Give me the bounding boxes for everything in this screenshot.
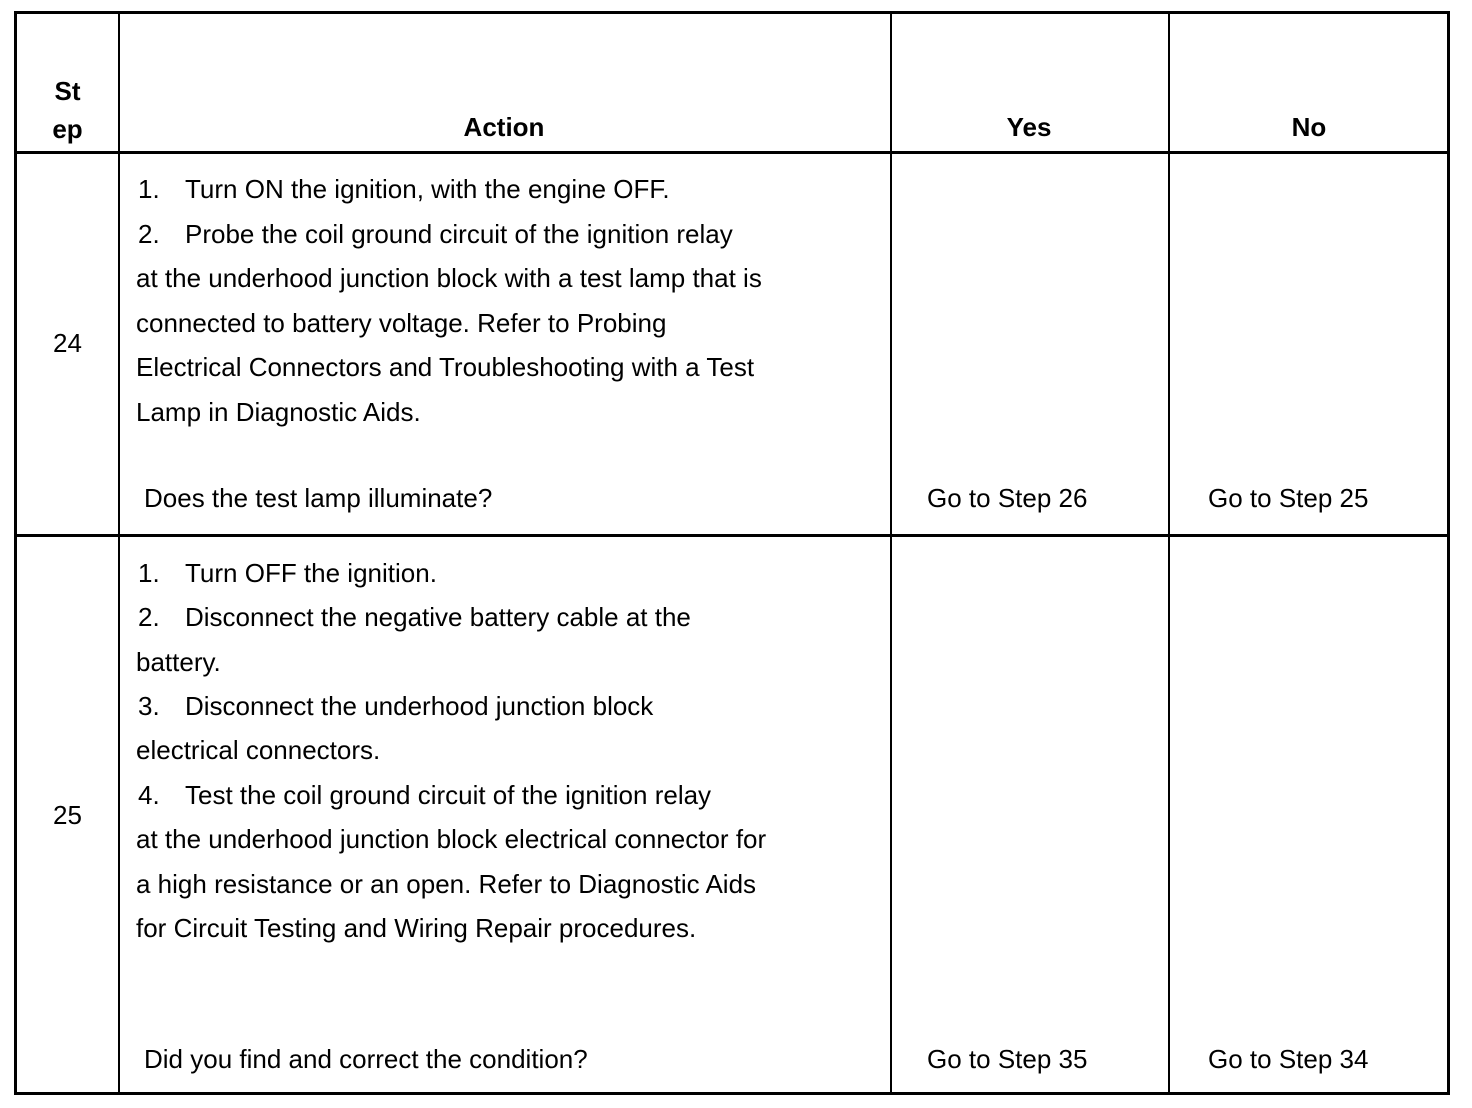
header-step-line1: St — [54, 76, 81, 106]
question-text: Did you find and correct the condition? — [144, 1044, 588, 1074]
action-line — [138, 558, 437, 588]
action-line: at the underhood junction block electrical connector for — [136, 824, 767, 854]
item-number: 3. — [138, 691, 160, 721]
column-divider — [1168, 14, 1170, 1092]
column-divider — [890, 14, 892, 1092]
action-line — [138, 780, 711, 810]
header-step — [17, 72, 118, 148]
step-number: 24 — [53, 328, 82, 358]
action-line: electrical connectors. — [136, 735, 381, 765]
header-yes: Yes — [1006, 112, 1052, 142]
item-number: 1. — [138, 558, 160, 588]
action-line — [138, 691, 653, 721]
header-step-line2: ep — [52, 114, 83, 144]
yes-go-to-step: Go to Step 26 — [927, 483, 1088, 513]
action-line — [138, 602, 691, 632]
header-divider — [17, 151, 1447, 154]
item-text: Disconnect the underhood junction block — [185, 691, 654, 721]
item-number: 1. — [138, 174, 160, 204]
action-line: for Circuit Testing and Wiring Repair procedures. — [136, 913, 697, 943]
no-go-to-step: Go to Step 25 — [1208, 483, 1369, 513]
item-number: 2. — [138, 219, 160, 249]
action-line — [138, 174, 670, 204]
item-text: Turn OFF the ignition. — [185, 558, 437, 588]
action-line: connected to battery voltage. Refer to Probing — [136, 308, 667, 338]
header-action: Action — [463, 112, 545, 142]
action-line: battery. — [136, 647, 221, 677]
action-line: a high resistance or an open. Refer to Diagnostic Aids — [136, 869, 757, 899]
row-divider — [17, 534, 1447, 537]
action-line: Electrical Connectors and Troubleshooting with a Test — [136, 352, 755, 382]
column-divider — [118, 14, 120, 1092]
action-line — [138, 219, 733, 249]
item-text: Disconnect the negative battery cable at the — [185, 602, 691, 632]
header-no: No — [1291, 112, 1327, 142]
item-text: Test the coil ground circuit of the ignition relay — [185, 780, 712, 810]
diagnostic-table — [14, 11, 1450, 1095]
no-go-to-step: Go to Step 34 — [1208, 1044, 1369, 1074]
yes-go-to-step: Go to Step 35 — [927, 1044, 1088, 1074]
item-text: Turn ON the ignition, with the engine OFF. — [185, 174, 670, 204]
item-number: 2. — [138, 602, 160, 632]
action-line: at the underhood junction block with a test lamp that is — [136, 263, 762, 293]
step-number: 25 — [53, 800, 82, 830]
question-text: Does the test lamp illuminate? — [144, 483, 493, 513]
item-number: 4. — [138, 780, 160, 810]
action-line: Lamp in Diagnostic Aids. — [136, 397, 421, 427]
item-text: Probe the coil ground circuit of the ignition relay — [185, 219, 733, 249]
